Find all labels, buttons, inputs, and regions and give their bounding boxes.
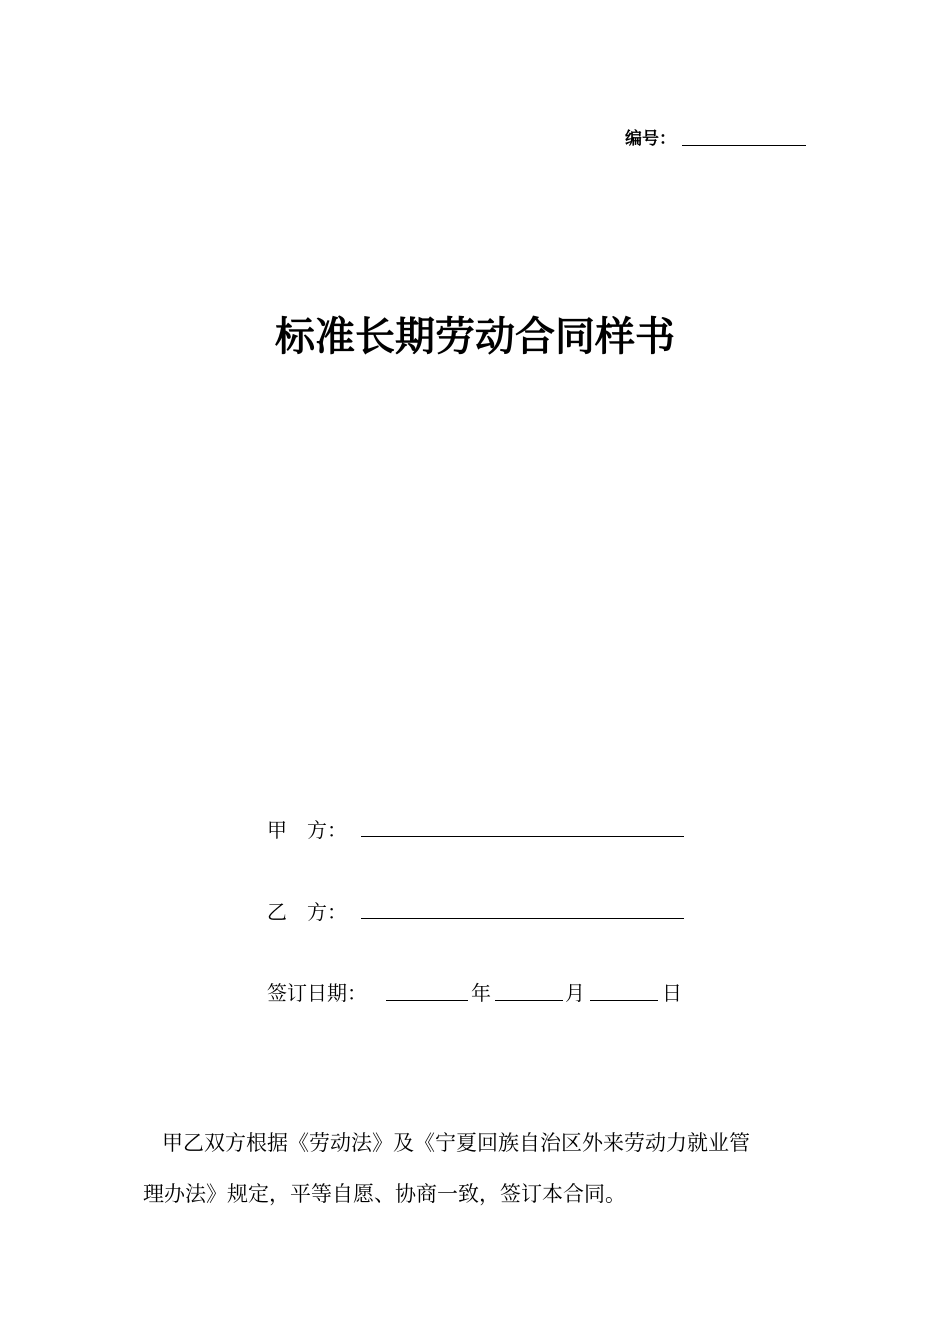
sign-date-label: 签订日期： <box>267 981 367 1005</box>
party-b-label: 乙 方： <box>267 900 347 924</box>
party-b-blank <box>361 918 684 919</box>
month-blank <box>495 1000 563 1001</box>
document-title: 标准长期劳动合同样书 <box>275 313 675 360</box>
year-blank <box>386 1000 468 1001</box>
serial-number-blank <box>682 145 806 146</box>
intro-paragraph-line-2: 理办法》规定，平等自愿、协商一致，签订本合同。 <box>143 1182 626 1206</box>
party-a-blank <box>361 836 684 837</box>
year-label: 年 <box>471 981 491 1005</box>
party-a-label: 甲 方： <box>267 818 347 842</box>
month-label: 月 <box>565 981 585 1005</box>
day-blank <box>590 1000 658 1001</box>
intro-paragraph-line-1: 甲乙双方根据《劳动法》及《宁夏回族自治区外来劳动力就业管 <box>162 1131 750 1155</box>
day-label: 日 <box>662 981 682 1005</box>
serial-number-label: 编号： <box>625 129 676 149</box>
